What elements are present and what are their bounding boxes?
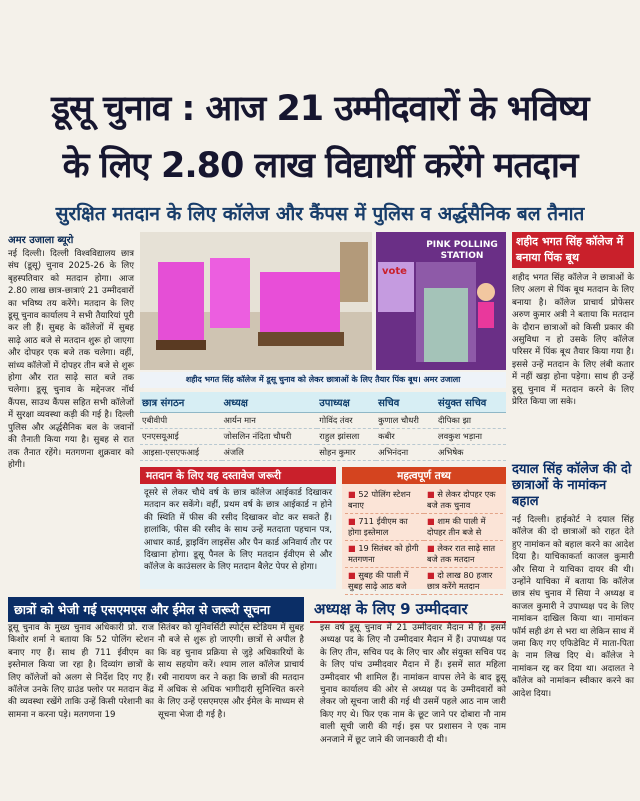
dayal-singh-heading: दयाल सिंह कॉलेज की दो छात्राओं के नामांकन बहाल xyxy=(512,462,632,509)
table-header: संयुक्त सचिव xyxy=(436,392,506,413)
important-facts xyxy=(342,484,506,589)
important-facts-heading: महत्वपूर्ण तथ्य xyxy=(342,467,506,485)
sms-email-text-1: डूसू चुनाव के मुख्य चुनाव अधिकारी प्रो. राज किशोर शर्मा ने बताया कि 52 पोलिंग स्टेशन बनाए गए हैं। साथ ही 711 ईवीएम का इस्तेमाल किया जा रहा है। दिव्यांग छात्रों के लिए कॉलेजों को अलग से निर्देश दिए गए हैं। कॉलेज उनके लिए ग्राउंड फ्लोर पर मतदान केंद्र की व्यवस्था रखेंगे ताकि उन्हें किसी परेशानी का सामना न करना पड़े। मतगणना 19 xyxy=(8,623,154,720)
headline-line-2: के लिए 2.80 लाख विद्यार्थी करेंगे मतदान xyxy=(62,146,578,186)
pink-booth-text: शहीद भगत सिंह कॉलेज ने छात्राओं के लिए अलग से पिंक बूथ मतदान के लिए बनाया है। कॉलेज प्राचार्य प्रोफेसर अरुण कुमार अत्री ने बताया कि मतदान के दौरान छात्राओं को किसी प्रकार की असुविधा न हो उसके लिए कॉलेज परिसर में पिंक बूथ तैयार किया गया है। इससे उन्हें मतदान के लिए लंबी कतार में नहीं खड़ा होना पड़ेगा। साथ ही उन्हें डूसू चुनाव में मतदान करने के लिए प्रेरित किया जा सके। xyxy=(512,273,634,408)
documents-text: दूसरे से लेकर चौथे वर्ष के छात्र कॉलेज आईकार्ड दिखाकर मतदान कर सकेंगे। वहीं, प्रथम वर्ष के छात्र आईकार्ड न होने की स्थिति में फीस की रसीद दिखाकर वोट कर सकते हैं। हालांकि, फीस की रसीद के साथ उन्हें मतदाता पहचान पत्र, आधार कार्ड, ड्राइविंग लाइसेंस और पैन कार्ड अनिवार्य तौर पर दिखाना होगा। डूसू पैनल के लिए मतदान ईवीएम से और कॉलेज के काउंसलर के लिए मतदान बैलेट पेपर से होगा। xyxy=(140,484,336,589)
pink-booth-photo xyxy=(140,232,372,370)
table-header: अध्यक्ष xyxy=(222,392,318,413)
table-cell: जोसलिन नंदिता चौधरी xyxy=(222,429,318,445)
fact-item: ■ सुबह की पाली में सुबह साढ़े आठ बजे xyxy=(345,568,424,595)
table-cell: अभिषेक xyxy=(436,445,506,461)
table-cell: आइसा-एसएफआई xyxy=(140,445,222,461)
booth-illustration xyxy=(140,232,372,370)
table-row xyxy=(140,429,506,445)
table-cell: राहुल झांसला xyxy=(317,429,376,445)
table-cell: गोविंद तंवर xyxy=(317,413,376,429)
dayal-singh-text: नई दिल्ली। हाईकोर्ट ने दयाल सिंह कॉलेज की दो छात्राओं को राहत देते हुए नामांकन को बहाल करने का आदेश दिया है। याचिकाकर्ता काजल कुमारी और सिया ने याचिका दायर की थी। उन्होंने याचिका में बताया कि कॉलेज छात्र संघ चुनाव में सिया ने अध्यक्ष व काजल कुमारी ने उपाध्यक्ष पद के लिए नामांकन दाखिल किया था। नामांकन फॉर्म सही ढंग से भरा था लेकिन साथ में जमा किए गए एफिडेविट में माता-पिता के नाम लिख दिए थे। कॉलेज ने नामांकन रद्द कर दिया था। अदालत ने कॉलेज को नामांकन स्वीकार करने का आदेश दिया। xyxy=(512,515,634,699)
byline: अमर उजाला ब्यूरो xyxy=(8,235,74,246)
headline-line-1: डूसू चुनाव : आज 21 उम्मीदवारों के भविष्य xyxy=(51,89,589,129)
table-cell: कुणाल चौधरी xyxy=(376,413,436,429)
fact-item: ■ शाम की पाली में दोपहर तीन बजे से xyxy=(424,514,503,541)
president-candidates-heading: अध्यक्ष के लिए 9 उम्मीदवार xyxy=(310,597,506,623)
fact-item: ■ 19 सितंबर को होगी मतगणना xyxy=(345,541,424,568)
sms-email-text-2: सितंबर को यूनिवर्सिटी स्पोर्ट्स स्टेडियम में सुबह नौ बजे से शुरू हो जाएगी। छात्रों से अपील है कि वह चुनाव प्रक्रिया से जुड़े अधिकारियों के साथ सहयोग करें। श्याम लाल कॉलेज प्राचार्य रबी नारायण कर ने कहा कि छात्रों की मतदान में अधिक से अधिक भागीदारी सुनिश्चित करने के लिए उन्हें एसएमएस और ईमेल के माध्यम से सूचना भेजा दी गई है। xyxy=(158,623,304,720)
photo-caption: शहीद भगत सिंह कॉलेज में डूसू चुनाव को लेकर छात्राओं के लिए तैयार पिंक बूथ। अमर उजाला xyxy=(140,372,506,388)
booth-sign: PINK POLLING STATION xyxy=(426,240,498,261)
table-cell: सोहन कुमार xyxy=(317,445,376,461)
table-header: उपाध्यक्ष xyxy=(317,392,376,413)
polling-station-photo xyxy=(376,232,506,370)
table-row xyxy=(140,413,506,429)
table-header: छात्र संगठन xyxy=(140,392,222,413)
vote-label: vote xyxy=(382,266,407,277)
pink-booth-heading: शहीद भगत सिंह कॉलेज में बनाया पिंक बूथ xyxy=(512,232,634,268)
table-cell: अंजलि xyxy=(222,445,318,461)
table-cell: एबीवीपी xyxy=(140,413,222,429)
main-story-text: नई दिल्ली। दिल्ली विश्वविद्यालय छात्र संघ (डूसू) चुनाव 2025-26 के लिए बृहस्पतिवार को मतदान होगा। आज 2.80 लाख छात्र-छात्राएं 21 उम्मीदवारों का भविष्य तय करेंगे। मतदान के लिए डूसू चुनाव कार्यालय ने सभी तैयारियां पूरी कर ली हैं। सुबह के कॉलेजों में सुबह साढ़े आठ बजे से मतदान शुरू हो जाएगा और दोपहर एक बजे तक चलेगा। वहीं, सांध्य कॉलेजों में दोपहर तीन बजे से शुरू होगा और रात साढ़े सात बजे तक चलेगा। डूसू चुनाव के मद्देनजर नॉर्थ कैंपस, साउथ कैंपस सहित सभी कॉलेजों में सुरक्षा व्यवस्था कड़ी की गई है। दिल्ली पुलिस और अर्द्धसैनिक बल के जवानों की तैनाती किया गया है। सुबह से रात तक तैनात रहेंगे। मतगणना शुक्रवार को होगी। xyxy=(8,249,134,470)
fact-item: ■ दो लाख 80 हजार छात्र करेंगे मतदान xyxy=(424,568,503,595)
president-candidates-text: इस वर्ष डूसू चुनाव में 21 उम्मीदवार मैदान में हैं। इसमें अध्यक्ष पद के लिए नौ उम्मीदवार मैदान में हैं। उपाध्यक्ष पद के लिए तीन, सचिव पद के लिए चार और संयुक्त सचिव पद के लिए पांच उम्मीदवार मैदान में हैं। इसमें सात महिला उम्मीदवार भी शामिल हैं। नामांकन वापस लेने के बाद डूसू चुनाव कार्यालय की ओर से अध्यक्ष पद के उम्मीदवारों को लेकर जो सूचना जारी की गई थी उसमें पहले आठ नाम जारी किए गए थे। फिर एक नाम के छूट जाने पर दोबारा नौ नाम वाली सूची जारी की गई। इस पर प्रशासन ने एक नाम अनजाने में छूट जाने की जानकारी दी थी। xyxy=(320,623,506,745)
sms-email-heading: छात्रों को भेजी गई एसएमएस और ईमेल से जरूरी सूचना xyxy=(8,597,304,622)
fact-item: ■ लेकर रात साढ़े सात बजे तक मतदान xyxy=(424,541,503,568)
table-header: सचिव xyxy=(376,392,436,413)
table-cell: अभिनंदना xyxy=(376,445,436,461)
table-row xyxy=(140,445,506,461)
table-cell: लवकुश भड़ाना xyxy=(436,429,506,445)
documents-heading: मतदान के लिए यह दस्तावेज जरूरी xyxy=(140,467,336,485)
fact-item: ■ 711 ईवीएम का होगा इस्तेमाल xyxy=(345,514,424,541)
table-cell: एनएसयूआई xyxy=(140,429,222,445)
table-cell: कबीर xyxy=(376,429,436,445)
candidates-table xyxy=(140,392,506,461)
table-header-row xyxy=(140,392,506,413)
fact-item: ■ 52 पोलिंग स्टेशन बनाए xyxy=(345,487,424,514)
sub-headline: सुरक्षित मतदान के लिए कॉलेज और कैंपस में पुलिस व अर्द्धसैनिक बल तैनात xyxy=(55,203,585,225)
fact-item: ■ से लेकर दोपहर एक बजे तक चुनाव xyxy=(424,487,503,514)
table-cell: दीपिका झा xyxy=(436,413,506,429)
table-cell: आर्यन मान xyxy=(222,413,318,429)
